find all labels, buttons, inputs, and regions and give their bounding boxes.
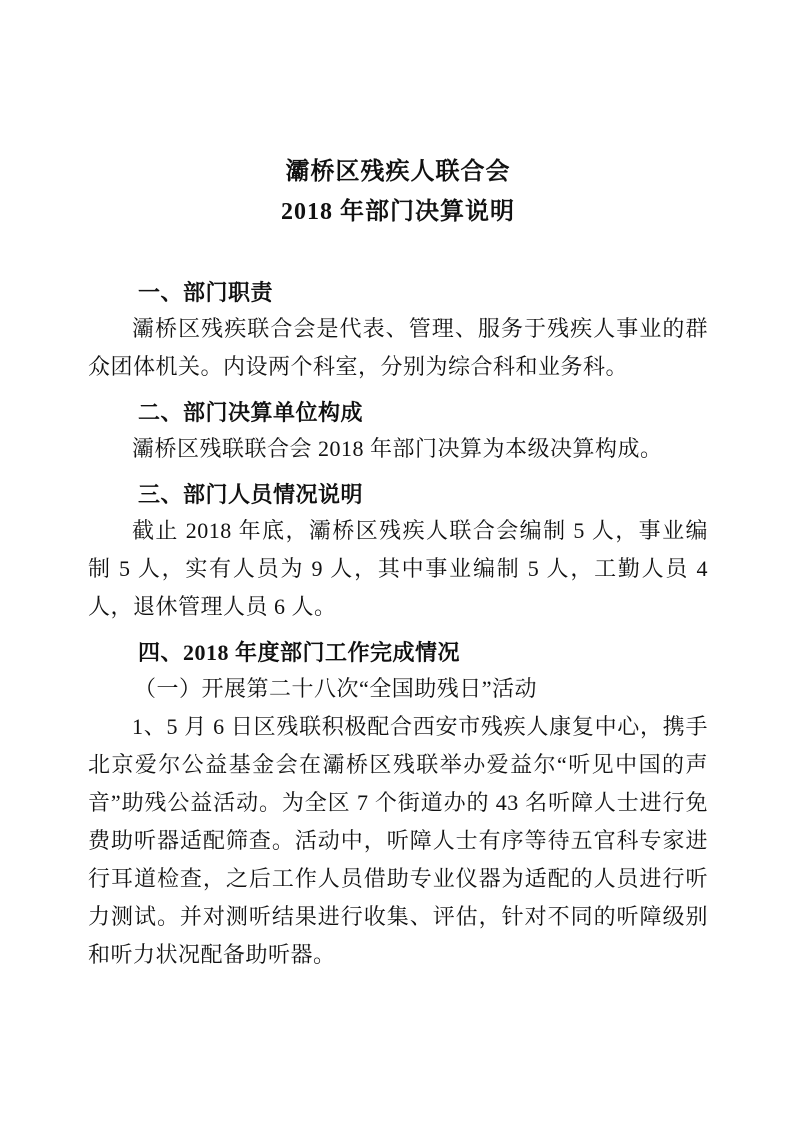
title-line-2: 2018 年部门决算说明: [281, 199, 515, 225]
section-duties: [88, 276, 708, 386]
section-personnel-heading: 三、部门人员情况说明: [138, 482, 364, 507]
section-work-completion: [88, 636, 708, 974]
section-personnel: [88, 478, 708, 626]
section-duties-paragraph: 灞桥区残疾联合会是代表、管理、服务于残疾人事业的群众团体机关。内设两个科室，分别为综合科和业务科。: [88, 316, 708, 379]
section-personnel-paragraph: 截止 2018 年底，灞桥区残疾人联合会编制 5 人，事业编制 5 人，实有人员为 9 人，其中事业编制 5 人，工勤人员 4 人，退休管理人员 6 人。: [88, 518, 708, 619]
document-title: [88, 152, 708, 232]
section-work-completion-subheading: （一）开展第二十八次“全国助残日”活动: [134, 676, 538, 701]
section-budget-units-paragraph: 灞桥区残联联合会 2018 年部门决算为本级决算构成。: [132, 436, 663, 461]
section-work-completion-heading: 四、2018 年度部门工作完成情况: [138, 640, 461, 665]
section-budget-units-heading: 二、部门决算单位构成: [138, 400, 364, 425]
section-work-completion-paragraph: 1、5 月 6 日区残联积极配合西安市残疾人康复中心，携手北京爱尔公益基金会在灞桥区残联举办爱益尔“听见中国的声音”助残公益活动。为全区 7 个街道办的 43 名听障人士进行免费助听器适配筛查。活动中，听障人士有序等待五官科专家进行耳道检查，之后工作人员借助专业仪器为适配的人员进行听力测试。并对测听结果进行收集、评估，针对不同的听障级别和听力状况配备助听器。: [88, 714, 708, 967]
section-duties-heading: 一、部门职责: [138, 280, 274, 305]
title-line-1: 灞桥区残疾人联合会: [285, 159, 511, 185]
section-budget-units: [88, 396, 708, 468]
